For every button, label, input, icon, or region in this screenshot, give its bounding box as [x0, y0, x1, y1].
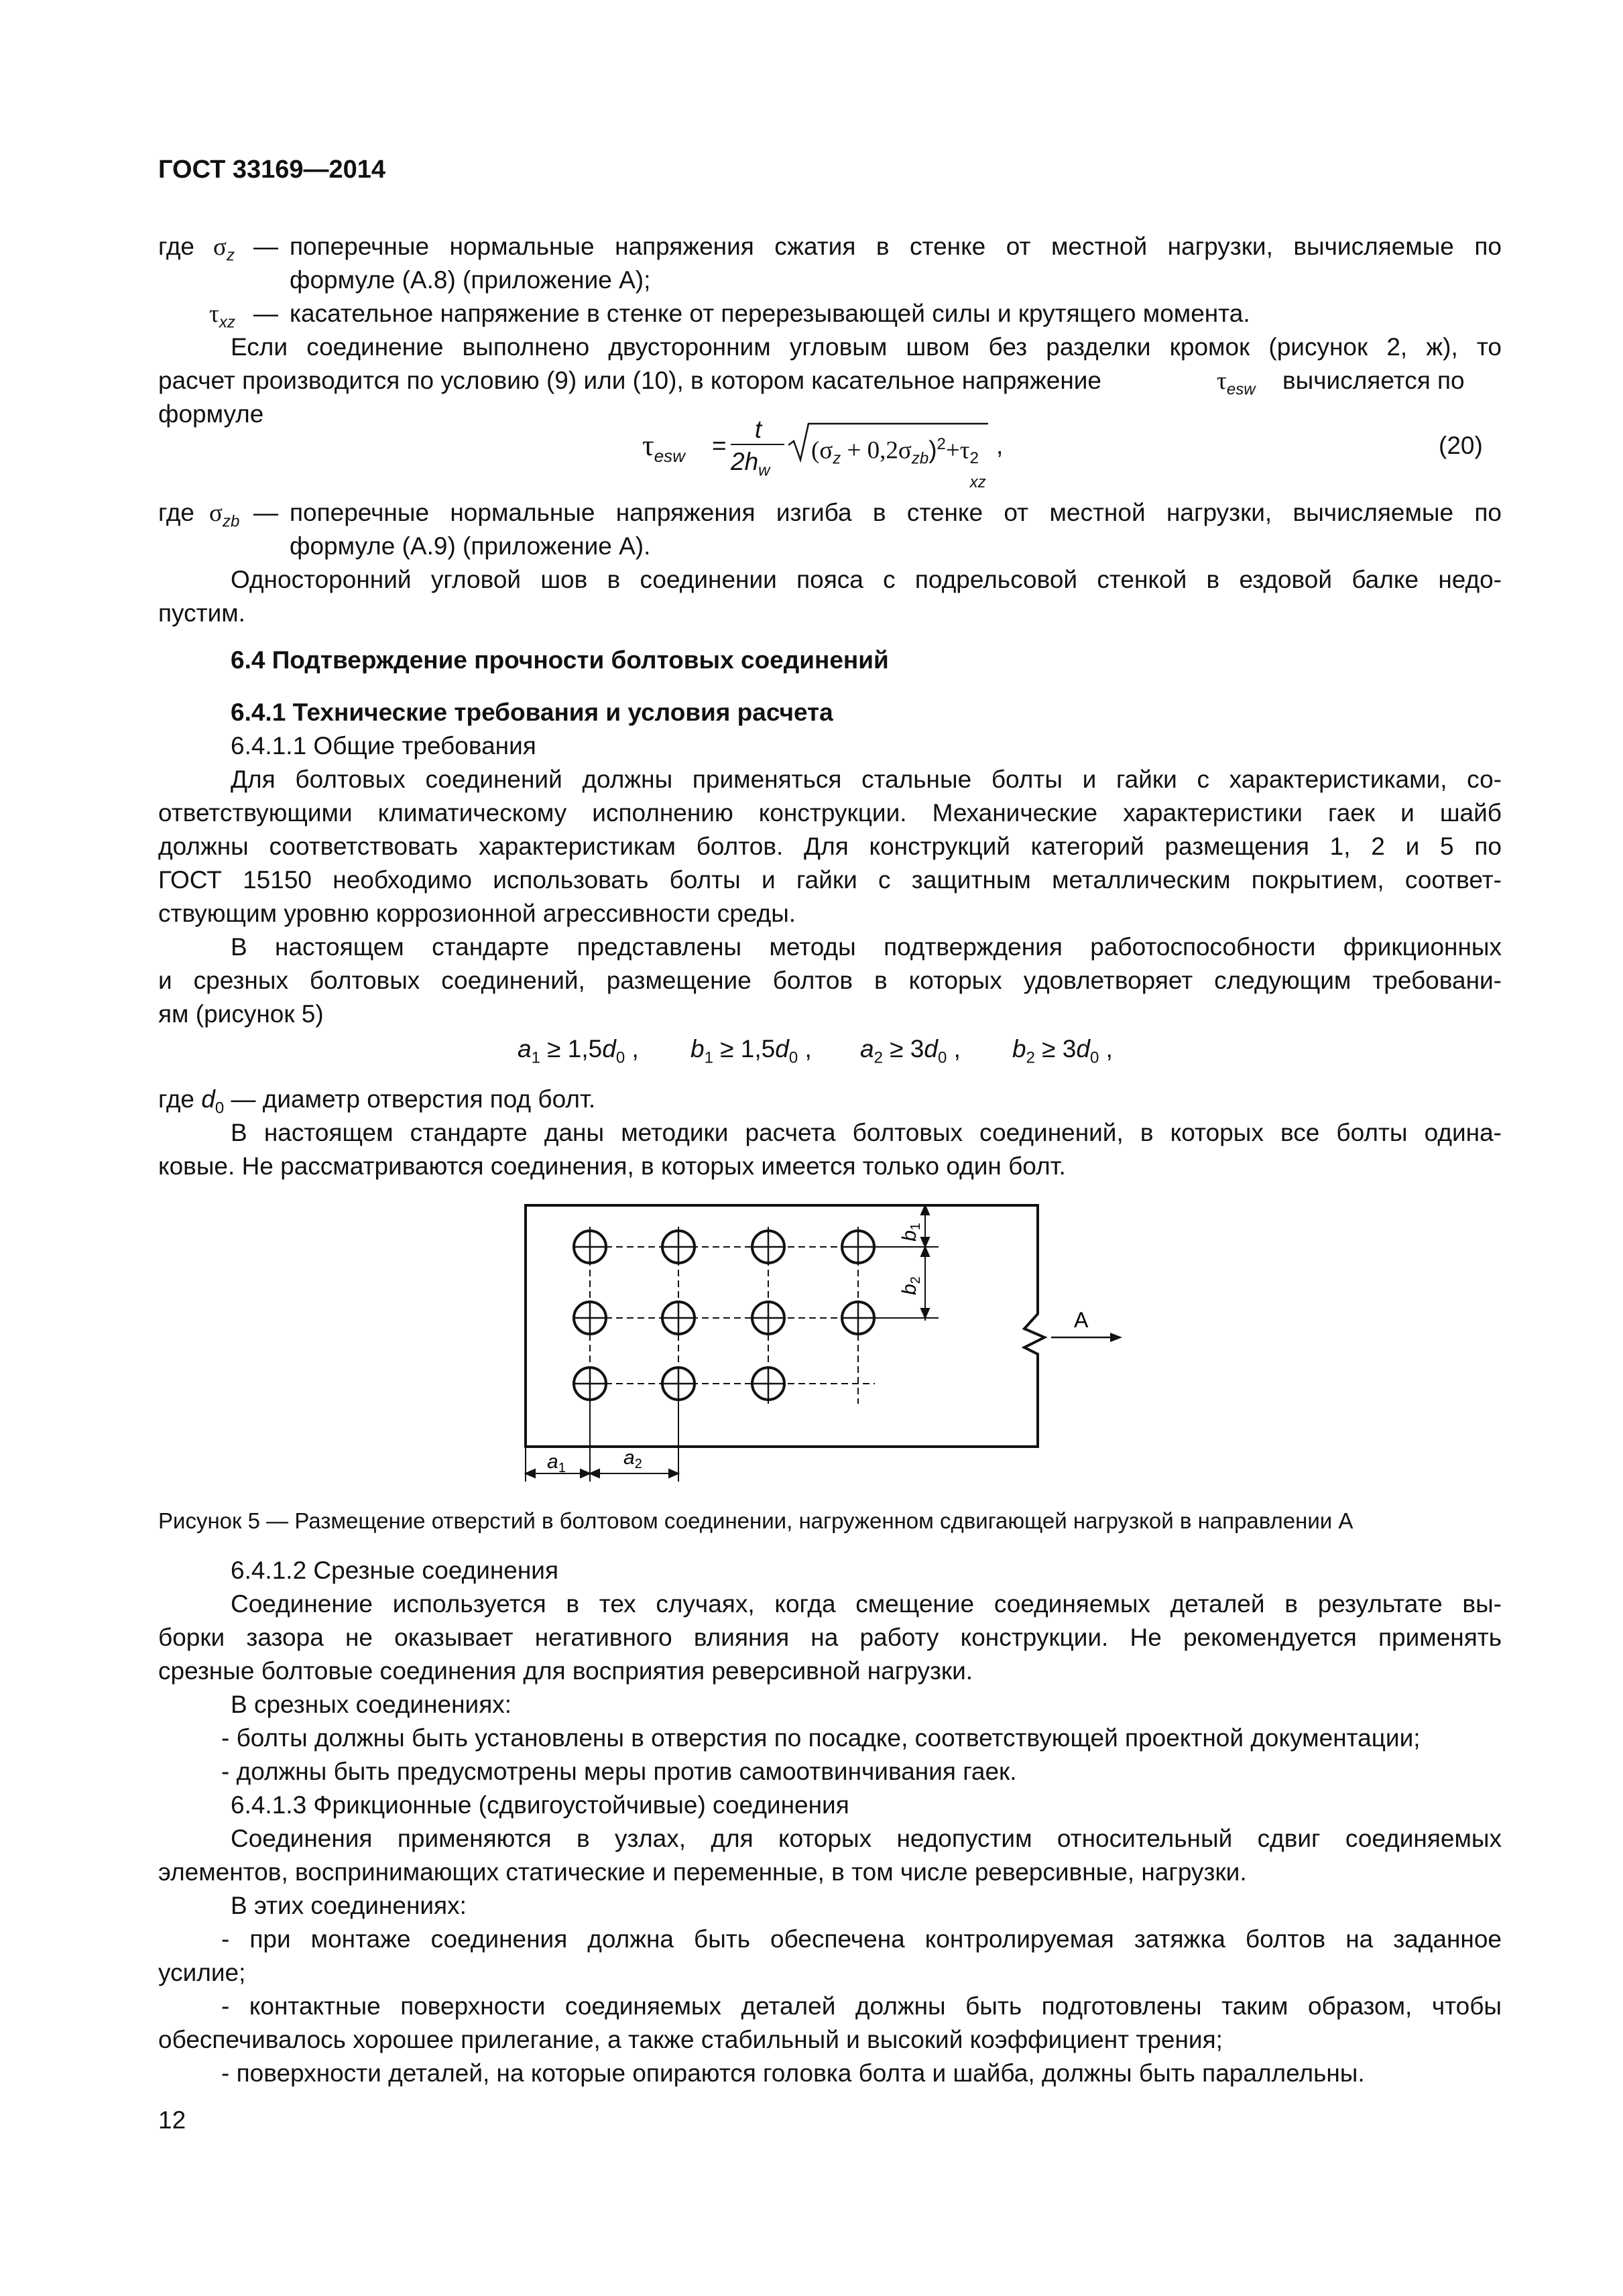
single-weld-line-1: Односторонний угловой шов в соединении пояса с подрельсовой стенкой в ездовой балке недо- — [231, 566, 1502, 593]
section-6-4-heading: 6.4 Подтверждение прочности болтовых соединений — [231, 646, 889, 674]
formula-numerator: t — [754, 416, 762, 443]
tau-esw-symbol: $\tau_{esw}$ — [1217, 367, 1256, 399]
shear-item-1: - болты должны быть установлены в отверстия по посадке, соответствующей проектной документации; — [221, 1724, 1421, 1752]
formula-20 — [642, 409, 1018, 492]
methods-line-3: ям (рисунок 5) — [158, 1000, 324, 1028]
methods2-line-2: ковые. Не рассматриваются соединения, в которых имеется только один болт. — [158, 1152, 1066, 1180]
bolt-center-lines — [573, 1227, 875, 1404]
shear-intro: В срезных соединениях: — [231, 1691, 512, 1718]
friction-item-3: - поверхности деталей, на которые опираются головка болта и шайба, должны быть параллельны. — [221, 2059, 1365, 2087]
sigma-z-dash: — — [253, 233, 278, 260]
d0-definition: где $d_0$ — диаметр отверстия под болт. — [158, 1085, 596, 1117]
friction-item-1-cont: усилие; — [158, 1959, 246, 1986]
condition-b1: $b_1 \ge 1,5d_0$ , — [690, 1035, 812, 1067]
label-b1: $b_1$ — [898, 1223, 923, 1242]
sigma-zb-definition: поперечные нормальные напряжения изгиба в стенке от местной нагрузки, вычисляемые по — [290, 499, 1502, 526]
condition-b2: $b_2 \ge 3d_0$ , — [1012, 1035, 1113, 1067]
section-6-4-1-3-heading: 6.4.1.3 Фрикционные (сдвигоустойчивые) соединения — [231, 1791, 849, 1819]
figure-5-bolt-layout — [509, 1193, 1153, 1502]
shear-line-2: борки зазора не оказывает негативного влияния на работу конструкции. Не рекомендуется применять — [158, 1624, 1502, 1651]
general-line-2: ответствующими климатическому исполнению конструкции. Механические характеристики гаек и шайб — [158, 799, 1502, 827]
sqrt-content: $(\sigma_z + 0,2\sigma_{zb})^2+\tau$ 2 xz — [811, 435, 986, 492]
sigma-zb-definition-cont: формуле (А.9) (приложение А). — [290, 532, 651, 560]
page-number: 12 — [158, 2106, 186, 2134]
dimension-b — [875, 1205, 939, 1321]
condition-a1: $a_1 \ge 1,5d_0$ , — [518, 1035, 639, 1067]
where-label-2: где — [158, 499, 195, 526]
weld-paragraph-line-2b: вычисляется по — [1282, 367, 1465, 394]
label-a1: $a_1$ — [547, 1451, 566, 1475]
formula-denominator: $2h_w$ — [731, 448, 770, 480]
general-line-1: Для болтовых соединений должны применяться стальные болты и гайки с характеристиками, со- — [231, 766, 1502, 793]
methods-line-2: и срезных болтовых соединений, размещение болтов в которых удовлетворяет следующим требовани- — [158, 967, 1502, 994]
friction-item-2-cont: обеспечивалось хорошее прилегание, а также стабильный и высокий коэффициент трения; — [158, 2026, 1223, 2053]
tau-xz-symbol: $\tau_{xz}$ — [209, 300, 235, 332]
condition-a2: $a_2 \ge 3d_0$ , — [860, 1035, 961, 1067]
sigma-z-definition: поперечные нормальные напряжения сжатия в стенке от местной нагрузки, вычисляемые по — [290, 233, 1502, 260]
section-6-4-1-heading: 6.4.1 Технические требования и условия расчета — [231, 699, 833, 726]
shear-item-2: - должны быть предусмотрены меры против самоотвинчивания гаек. — [221, 1758, 1017, 1785]
section-6-4-1-2-heading: 6.4.1.2 Срезные соединения — [231, 1557, 559, 1584]
shear-line-1: Соединение используется в тех случаях, когда смещение соединяемых деталей в результате вы- — [231, 1590, 1502, 1618]
formula-lhs: $\tau_{esw}$ — [642, 429, 685, 466]
tau-xz-dash: — — [253, 300, 278, 327]
formula-eq: = — [712, 432, 727, 459]
shear-line-3: срезные болтовые соединения для восприятия реверсивной нагрузки. — [158, 1657, 973, 1685]
label-b2: $b_2$ — [898, 1276, 923, 1295]
weld-paragraph-line-3: формуле — [158, 400, 264, 428]
section-6-4-1-1-heading: 6.4.1.1 Общие требования — [231, 732, 536, 760]
sigma-z-definition-cont: формуле (А.8) (приложение А); — [290, 266, 651, 294]
document-header: ГОСТ 33169—2014 — [158, 156, 386, 184]
where-label: где — [158, 233, 195, 260]
figure-5-caption: Рисунок 5 — Размещение отверстий в болтовом соединении, нагруженном сдвигающей нагрузкой в направлении А — [158, 1508, 1354, 1533]
friction-intro: В этих соединениях: — [231, 1892, 467, 1919]
bolt-holes — [574, 1231, 874, 1400]
friction-line-1: Соединения применяются в узлах, для которых недопустим относительный сдвиг соединяемых — [231, 1825, 1502, 1852]
tau-xz-definition: касательное напряжение в стенке от перерезывающей силы и крутящего момента. — [290, 300, 1250, 327]
sigma-zb-symbol: $\sigma_{zb}$ — [209, 499, 240, 531]
weld-paragraph-line-2a: расчет производится по условию (9) или (10), в котором касательное напряжение — [158, 367, 1101, 394]
sigma-zb-dash: — — [253, 499, 278, 526]
formula-comma: , — [996, 432, 1004, 459]
friction-line-2: элементов, воспринимающих статические и переменные, в том числе реверсивные, нагрузки. — [158, 1858, 1247, 1886]
label-A: A — [1074, 1308, 1089, 1332]
friction-item-2: - контактные поверхности соединяемых деталей должны быть подготовлены таким образом, чтобы — [221, 1992, 1502, 2020]
methods2-line-1: В настоящем стандарте даны методики расчета болтовых соединений, в которых все болты одина- — [231, 1119, 1502, 1146]
general-line-4: ГОСТ 15150 необходимо использовать болты и гайки с защитным металлическим покрытием, соответ- — [158, 866, 1502, 894]
friction-item-1: - при монтаже соединения должна быть обеспечена контролируемая затяжка болтов на заданное — [221, 1925, 1502, 1953]
methods-line-1: В настоящем стандарте представлены методы подтверждения работоспособности фрикционных — [231, 933, 1502, 961]
general-line-3: должны соответствовать характеристикам болтов. Для конструкций категорий размещения 1, 2 и 5 по — [158, 833, 1502, 860]
general-line-5: ствующим уровню коррозионной агрессивности среды. — [158, 900, 796, 927]
formula-number: (20) — [1439, 432, 1483, 459]
weld-paragraph-line-1: Если соединение выполнено двусторонним угловым швом без разделки кромок (рисунок 2, ж), то — [231, 333, 1502, 361]
single-weld-line-2: пустим. — [158, 599, 245, 627]
label-a2: $a_2$ — [623, 1447, 642, 1471]
sigma-z-symbol: $\sigma_z$ — [213, 233, 235, 265]
